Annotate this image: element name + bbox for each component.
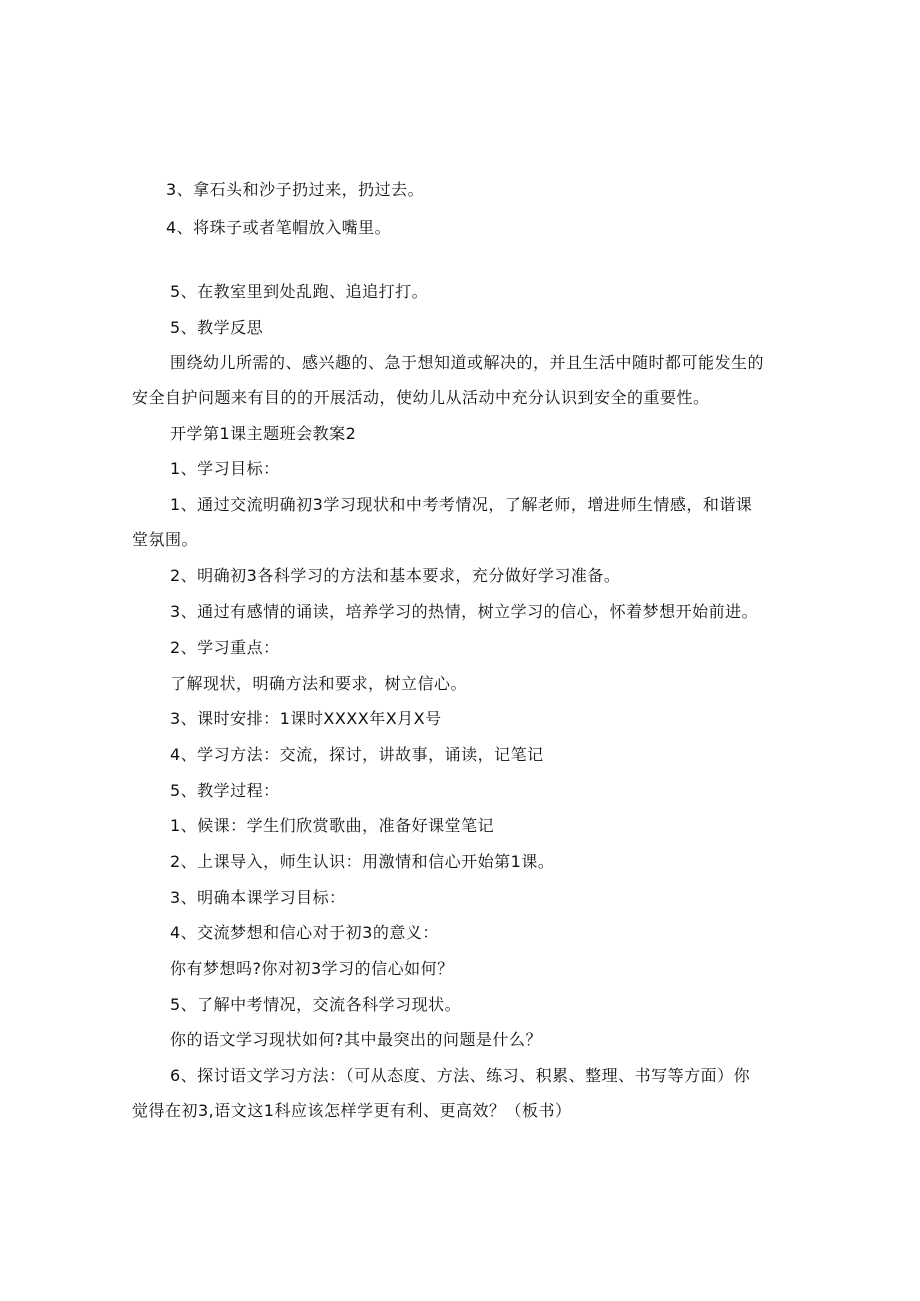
text-line: 3、课时安排：1课时XXXX年X月X号 [170, 709, 442, 728]
text-line: 5、了解中考情况，交流各科学习现状。 [170, 995, 462, 1014]
text-line: 了解现状，明确方法和要求，树立信心。 [170, 674, 468, 693]
section-heading: 2、学习重点： [170, 638, 280, 657]
section-heading: 5、教学过程： [170, 781, 280, 800]
paragraph-line: 觉得在初3,语文这1科应该怎样学更有利、更高效？（板书） [132, 1101, 572, 1120]
text-line: 4、交流梦想和信心对于初3的意义： [170, 923, 439, 942]
text-line: 5、在教室里到处乱跑、追追打打。 [170, 282, 429, 301]
text-line: 3、拿石头和沙子扔过来，扔过去。 [166, 180, 425, 199]
text-line: 2、明确初3各科学习的方法和基本要求，充分做好学习准备。 [170, 566, 621, 585]
section-heading: 1、学习目标： [170, 459, 280, 478]
text-line: 你的语文学习现状如何?其中最突出的问题是什么？ [170, 1030, 542, 1049]
paragraph-line: 安全自护问题来有目的的开展活动，使幼儿从活动中充分认识到安全的重要性。 [132, 388, 710, 407]
paragraph-line: 围绕幼儿所需的、感兴趣的、急于想知道或解决的，并且生活中随时都可能发生的 [170, 353, 765, 372]
text-line: 4、将珠子或者笔帽放入嘴里。 [166, 218, 392, 237]
section-heading: 5、教学反思 [170, 318, 264, 337]
paragraph-line: 6、探讨语文学习方法：（可从态度、方法、练习、积累、整理、书写等方面）你 [170, 1066, 751, 1085]
lesson-title: 开学第1课主题班会教案2 [170, 424, 357, 443]
text-line: 你有梦想吗?你对初3学习的信心如何？ [170, 959, 454, 978]
paragraph-line: 1、通过交流明确初3学习现状和中考考情况，了解老师，增进师生情感，和谐课 [170, 495, 753, 514]
text-line: 2、上课导入，师生认识：用激情和信心开始第1课。 [170, 852, 555, 871]
text-line: 3、明确本课学习目标： [170, 888, 346, 907]
text-line: 1、候课：学生们欣赏歌曲，准备好课堂笔记 [170, 816, 495, 835]
text-line: 3、通过有感情的诵读，培养学习的热情，树立学习的信心，怀着梦想开始前进。 [170, 602, 759, 621]
paragraph-line: 堂氛围。 [132, 530, 199, 549]
text-line: 4、学习方法：交流，探讨，讲故事，诵读，记笔记 [170, 745, 544, 764]
